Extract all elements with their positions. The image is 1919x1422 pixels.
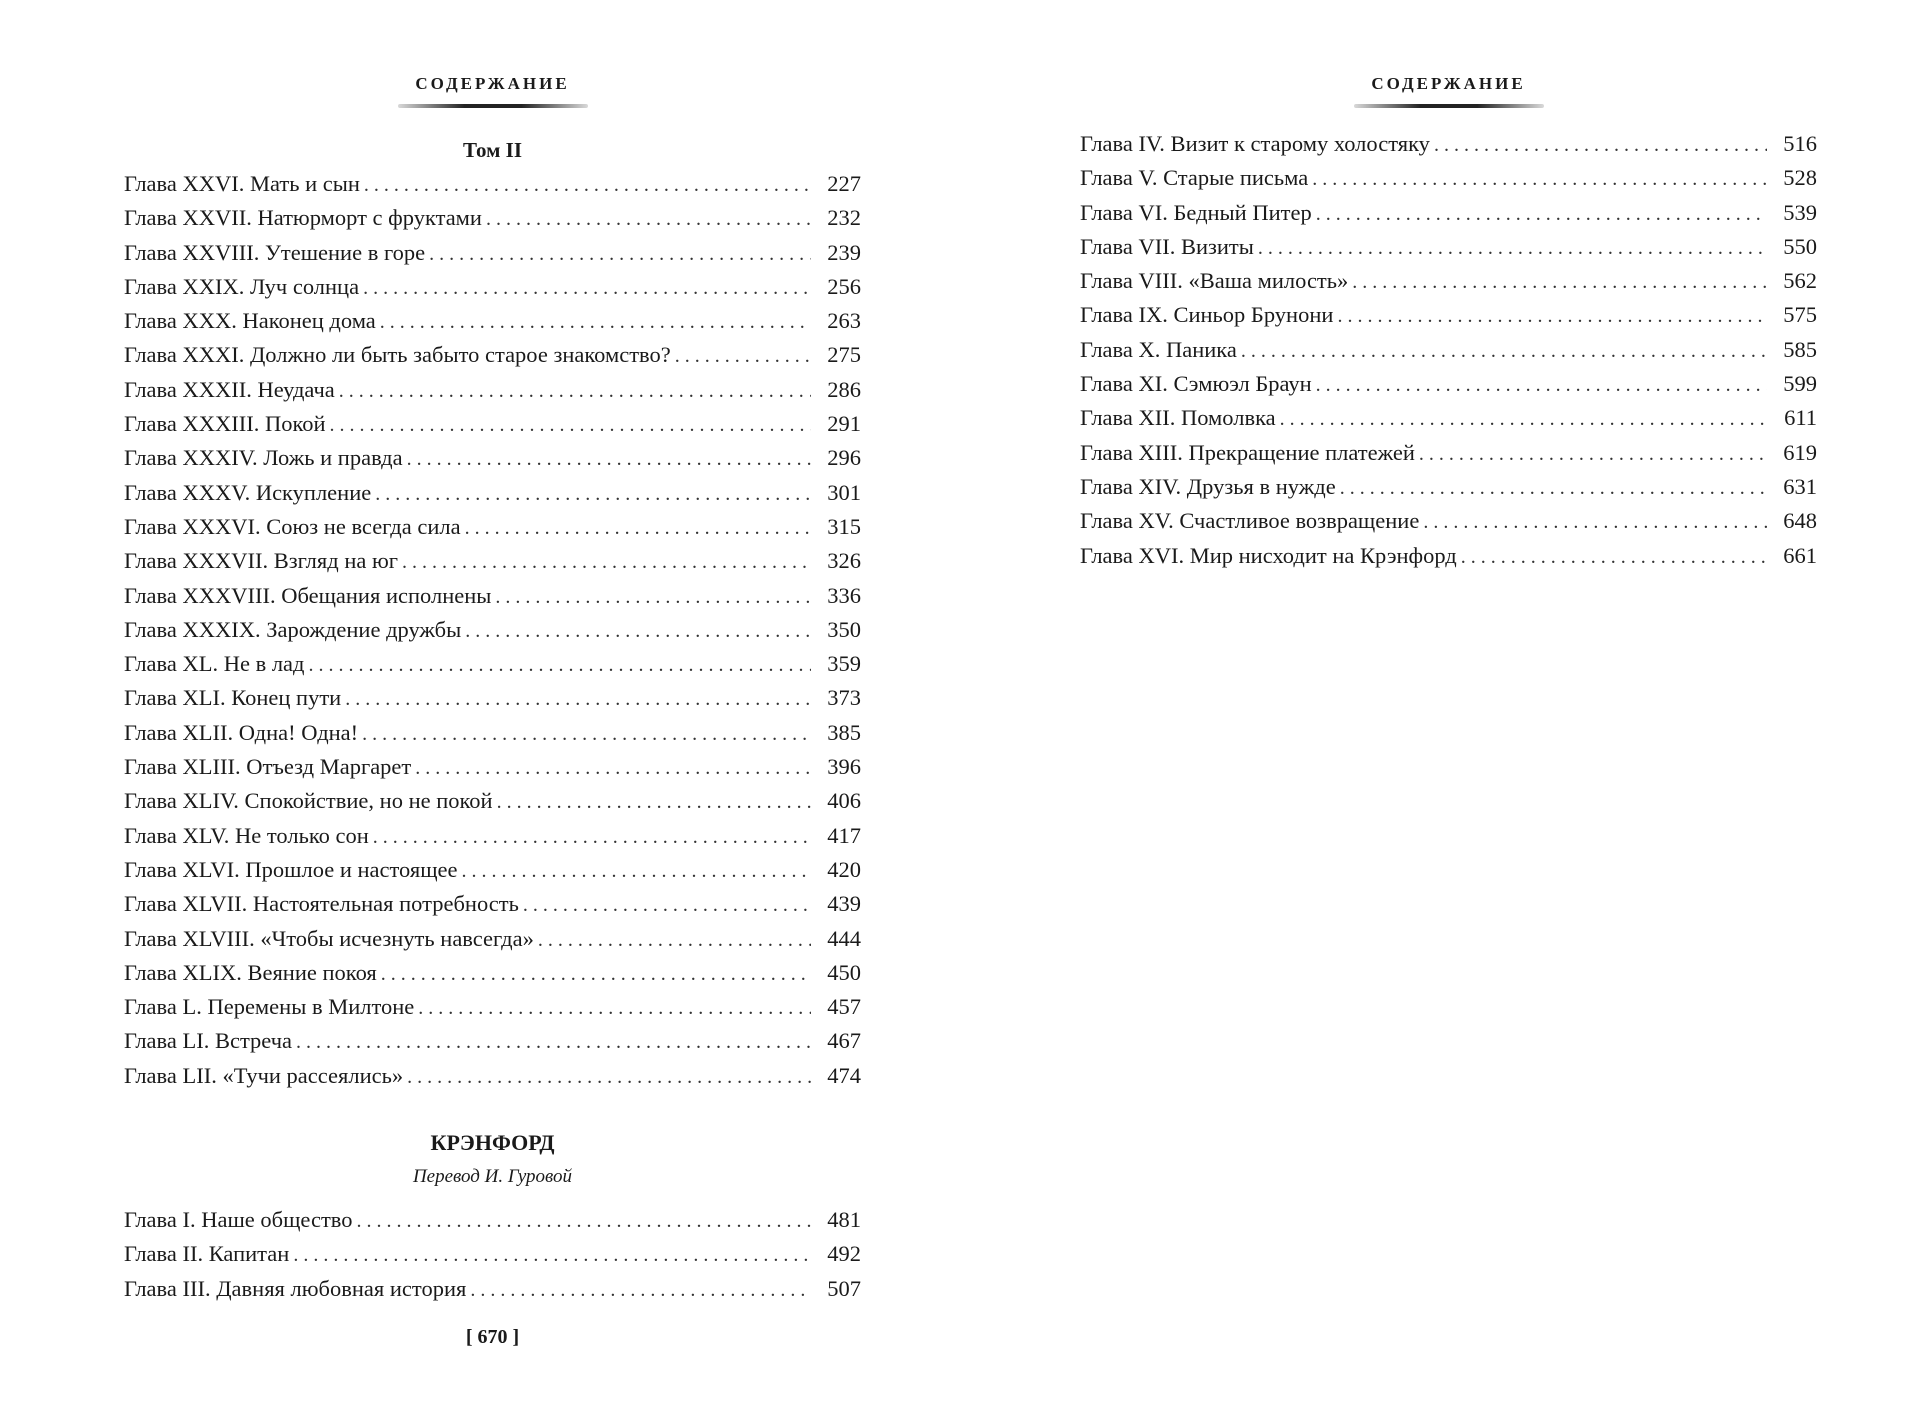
section-subtitle: Перевод И. Гуровой: [412, 1166, 573, 1187]
dot-leader: [1280, 402, 1767, 436]
chapter-title: Глава XXVI. Мать и сын: [124, 171, 360, 196]
toc-entry: [124, 1272, 861, 1306]
page-number: 516: [1783, 131, 1817, 156]
page-number: 232: [827, 205, 861, 231]
dot-leader: [1434, 128, 1767, 162]
page-number: 611: [1784, 405, 1817, 431]
dot-leader: [523, 888, 811, 922]
chapter-title: Глава II. Капитан: [124, 1241, 290, 1267]
page-number: 373: [827, 685, 861, 711]
page-number: 291: [827, 411, 861, 437]
page-number: 439: [827, 891, 861, 917]
dot-leader: [470, 1273, 811, 1307]
page-number: 457: [827, 994, 861, 1020]
chapter-title: Глава VI. Бедный Питер: [1080, 199, 1312, 225]
chapter-title: Глава IV. Визит к старому холостяку: [1080, 131, 1430, 156]
toc-entry: [1080, 333, 1817, 367]
section-title: КРЭНФОРД: [430, 1130, 555, 1155]
dot-leader: [538, 923, 811, 957]
running-head: СОДЕРЖАНИЕ: [415, 74, 570, 93]
toc-list-cranford: [124, 1203, 861, 1306]
dot-leader: [339, 374, 811, 408]
dot-leader: [402, 545, 811, 579]
toc-entry: [124, 1203, 861, 1237]
chapter-title: Глава XXX. Наконец дома: [124, 308, 376, 334]
page-number: 444: [827, 925, 861, 951]
toc-entry: [124, 441, 861, 475]
toc-entry: [1080, 367, 1817, 401]
chapter-title: Глава XLIX. Веяние покоя: [124, 959, 377, 985]
chapter-title: Глава XXXVII. Взгляд на юг: [124, 548, 399, 574]
page-number: 474: [827, 1062, 861, 1088]
page-number: 528: [1783, 165, 1817, 191]
dot-leader: [1241, 334, 1767, 368]
page-number: 481: [827, 1207, 861, 1232]
toc-entry: [124, 373, 861, 407]
dot-leader: [375, 477, 811, 511]
page-number: 227: [827, 171, 861, 196]
toc-entry: [124, 956, 861, 990]
page-number: 585: [1783, 336, 1817, 362]
page-number: 550: [1783, 233, 1817, 259]
page-number: 301: [827, 479, 861, 505]
toc-entry: [124, 270, 861, 304]
page-number: 263: [827, 308, 861, 334]
dot-leader: [465, 614, 811, 648]
page-number: 619: [1783, 439, 1817, 465]
dot-leader: [363, 271, 811, 305]
toc-entry: [1080, 161, 1817, 195]
toc-entry: [124, 887, 861, 921]
toc-entry: [1080, 298, 1817, 332]
dot-leader: [364, 168, 811, 202]
dot-leader: [462, 854, 811, 888]
toc-entry: [1080, 264, 1817, 298]
chapter-title: Глава VIII. «Ваша милость»: [1080, 268, 1349, 294]
page-number: 539: [1783, 199, 1817, 225]
chapter-title: Глава XLVIII. «Чтобы исчезнуть навсегда»: [124, 925, 534, 951]
chapter-title: Глава XLV. Не только сон: [124, 822, 369, 848]
dot-leader: [429, 237, 811, 271]
toc-entry: [1080, 127, 1817, 161]
toc-entry: [124, 579, 861, 613]
chapter-title: Глава XXXIX. Зарождение дружбы: [124, 616, 462, 642]
page-number: 562: [1783, 268, 1817, 294]
dot-leader: [465, 511, 811, 545]
chapter-title: Глава XXXII. Неудача: [124, 376, 335, 402]
running-head: СОДЕРЖАНИЕ: [1371, 74, 1526, 93]
page-number: 350: [827, 616, 861, 642]
toc-entry: [1080, 401, 1817, 435]
toc-entry: [124, 990, 861, 1024]
page-number: 396: [827, 754, 861, 780]
toc-entry: [124, 1059, 861, 1093]
page-number: 575: [1783, 302, 1817, 328]
page-number: 326: [827, 548, 861, 574]
dot-leader: [380, 305, 811, 339]
page-number: 492: [827, 1241, 861, 1267]
chapter-title: Глава IX. Синьор Брунони: [1080, 302, 1334, 328]
chapter-title: Глава XLIV. Спокойствие, но не покой: [124, 788, 493, 814]
toc-entry: [1080, 539, 1817, 573]
page-number: 661: [1783, 542, 1817, 568]
dot-leader: [415, 751, 811, 785]
toc-entry: [124, 338, 861, 372]
dot-leader: [1258, 231, 1767, 265]
chapter-title: Глава XXIX. Луч солнца: [124, 273, 360, 299]
dot-leader: [486, 202, 811, 236]
toc-entry: [124, 407, 861, 441]
dot-leader: [373, 820, 811, 854]
dot-leader: [296, 1025, 811, 1059]
chapter-title: Глава LI. Встреча: [124, 1028, 293, 1054]
chapter-title: Глава XVI. Мир нисходит на Крэнфорд: [1080, 542, 1457, 568]
dot-leader: [675, 339, 811, 373]
page-number: 385: [827, 719, 861, 745]
toc-entry: [124, 647, 861, 681]
header-rule: [1354, 104, 1544, 108]
chapter-title: Глава XXXV. Искупление: [124, 479, 372, 505]
chapter-title: Глава XIV. Друзья в нужде: [1080, 473, 1336, 499]
page-number: 256: [827, 273, 861, 299]
page-number: 507: [827, 1275, 861, 1301]
chapter-title: Глава XLI. Конец пути: [124, 685, 342, 711]
dot-leader: [1340, 471, 1767, 505]
toc-entry: [124, 750, 861, 784]
chapter-title: Глава LII. «Тучи рассеялись»: [124, 1062, 404, 1088]
dot-leader: [308, 648, 811, 682]
dot-leader: [293, 1238, 811, 1272]
chapter-title: Глава XII. Помолвка: [1080, 405, 1276, 431]
chapter-title: Глава XI. Сэмюэл Браун: [1080, 371, 1312, 397]
dot-leader: [1316, 197, 1767, 231]
chapter-title: Глава XV. Счастливое возвращение: [1080, 508, 1420, 534]
dot-leader: [1419, 437, 1767, 471]
page-number: 286: [827, 376, 861, 402]
toc-entry: [124, 1237, 861, 1271]
dot-leader: [1316, 368, 1767, 402]
page-number: 420: [827, 856, 861, 882]
chapter-title: Глава XXXVIII. Обещания исполнены: [124, 582, 492, 608]
chapter-title: Глава XLVI. Прошлое и настоящее: [124, 856, 458, 882]
page-number: 315: [827, 513, 861, 539]
toc-entry: [124, 922, 861, 956]
page-number: 275: [827, 342, 861, 368]
dot-leader: [418, 991, 811, 1025]
dot-leader: [407, 442, 811, 476]
toc-entry: [124, 716, 861, 750]
page-number: 359: [827, 651, 861, 677]
chapter-title: Глава VII. Визиты: [1080, 233, 1254, 259]
header-rule: [398, 104, 588, 108]
toc-entry: [124, 236, 861, 270]
dot-leader: [362, 717, 811, 751]
dot-leader: [1337, 299, 1767, 333]
toc-entry: [124, 510, 861, 544]
toc-entry: [1080, 196, 1817, 230]
chapter-title: Глава XLII. Одна! Одна!: [124, 719, 359, 745]
dot-leader: [357, 1204, 812, 1238]
chapter-title: Глава XL. Не в лад: [124, 651, 305, 677]
toc-entry: [124, 853, 861, 887]
toc-entry: [124, 1024, 861, 1058]
dot-leader: [407, 1060, 811, 1094]
dot-leader: [495, 580, 811, 614]
dot-leader: [330, 408, 811, 442]
dot-leader: [1312, 162, 1767, 196]
toc-entry: [1080, 230, 1817, 264]
toc-entry: [124, 304, 861, 338]
toc-entry: [124, 544, 861, 578]
toc-entry: [124, 819, 861, 853]
toc-entry: [124, 681, 861, 715]
chapter-title: Глава L. Перемены в Милтоне: [124, 994, 415, 1020]
page-number: 336: [827, 582, 861, 608]
page-number: [ 670 ]: [465, 1326, 520, 1348]
chapter-title: Глава XXXIV. Ложь и правда: [124, 445, 403, 471]
dot-leader: [345, 682, 811, 716]
chapter-title: Глава V. Старые письма: [1080, 165, 1309, 191]
chapter-title: Глава XXXI. Должно ли быть забыто старое знакомство?: [124, 342, 671, 368]
page-number: 467: [827, 1028, 861, 1054]
page-number: 648: [1783, 508, 1817, 534]
toc-entry: [1080, 470, 1817, 504]
page-number: 296: [827, 445, 861, 471]
page-number: 599: [1783, 371, 1817, 397]
toc-entry: [124, 476, 861, 510]
toc-list: [1080, 127, 1817, 573]
page-number: 631: [1783, 473, 1817, 499]
toc-entry: [124, 167, 861, 201]
chapter-title: Глава XXVIII. Утешение в горе: [124, 239, 426, 265]
page-number: 417: [827, 822, 861, 848]
volume-heading: Том II: [462, 138, 523, 162]
page-number: 450: [827, 959, 861, 985]
chapter-title: Глава XLIII. Отъезд Маргарет: [124, 754, 412, 780]
toc-entry: [124, 613, 861, 647]
toc-entry: [124, 201, 861, 235]
dot-leader: [1461, 540, 1767, 574]
chapter-title: Глава XLVII. Настоятельная потребность: [124, 891, 519, 917]
chapter-title: Глава XXXIII. Покой: [124, 411, 326, 437]
dot-leader: [1423, 505, 1767, 539]
dot-leader: [1352, 265, 1767, 299]
toc-entry: [1080, 504, 1817, 538]
chapter-title: Глава I. Наше общество: [124, 1207, 353, 1232]
chapter-title: Глава XXXVI. Союз не всегда сила: [124, 513, 461, 539]
chapter-title: Глава III. Давняя любовная история: [124, 1275, 467, 1301]
dot-leader: [497, 785, 811, 819]
toc-list: [124, 167, 861, 1093]
page-number: 406: [827, 788, 861, 814]
page-number: 239: [827, 239, 861, 265]
toc-entry: [124, 784, 861, 818]
dot-leader: [381, 957, 811, 991]
toc-entry: [1080, 436, 1817, 470]
chapter-title: Глава X. Паника: [1080, 336, 1237, 362]
chapter-title: Глава XIII. Прекращение платежей: [1080, 439, 1415, 465]
chapter-title: Глава XXVII. Натюрморт с фруктами: [124, 205, 482, 231]
